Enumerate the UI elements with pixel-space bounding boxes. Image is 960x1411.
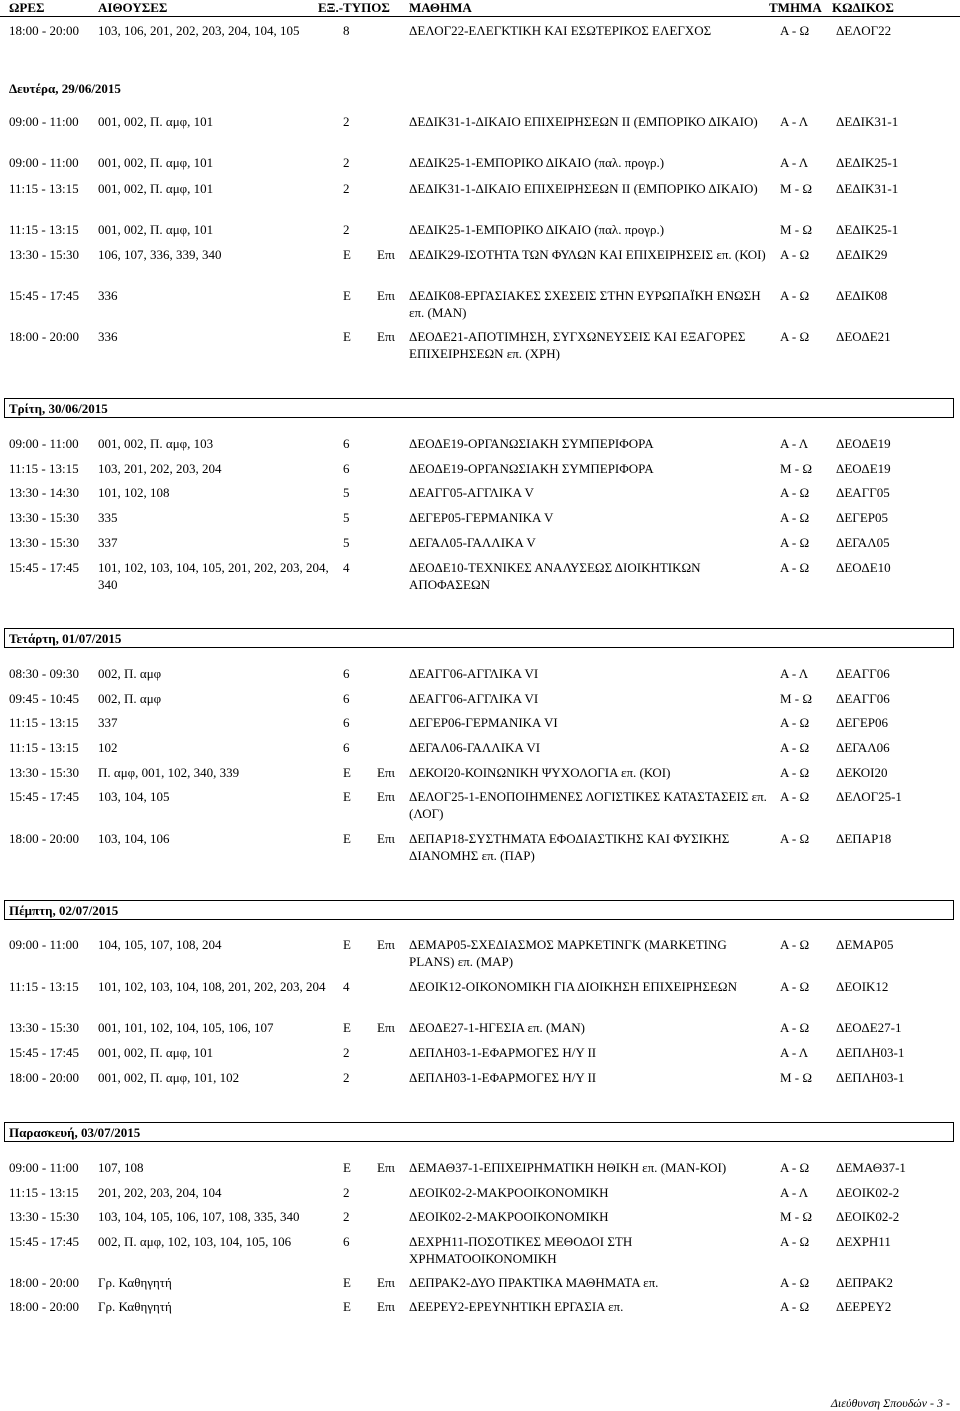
cell-time: 09:00 - 11:00 — [9, 436, 79, 451]
cell-dept: Α - Λ — [780, 436, 809, 451]
cell-course: ΔΕΛΟΓ22-ΕΛΕΓΚΤΙΚΗ ΚΑΙ ΕΣΩΤΕΡΙΚΟΣ ΕΛΕΓΧΟΣ — [409, 23, 712, 38]
cell-code: ΔΕΕΡΕΥ2 — [836, 1299, 892, 1314]
cell-time: 18:00 - 20:00 — [9, 831, 80, 846]
cell-dept: Α - Ω — [780, 1020, 810, 1035]
cell-time: 11:15 - 13:15 — [9, 461, 79, 476]
cell-time: 13:30 - 15:30 — [9, 535, 80, 550]
cell-course: ΔΕΓΑΛ05-ΓΑΛΛΙΚΑ V — [409, 535, 536, 550]
cell-rooms: 002, Π. αμφ — [98, 691, 162, 706]
cell-rooms: Γρ. Καθηγητή — [98, 1275, 172, 1290]
cell-course: ΔΕΟΔΕ19-ΟΡΓΑΝΩΣΙΑΚΗ ΣΥΜΠΕΡΙΦΟΡΑ — [409, 461, 654, 476]
cell-code: ΔΕΓΕΡ06 — [836, 715, 888, 730]
cell-rooms: 104, 105, 107, 108, 204 — [98, 937, 222, 952]
cell-time: 09:00 - 11:00 — [9, 155, 79, 170]
cell-sem: Ε — [343, 1020, 351, 1035]
cell-dept: Α - Ω — [780, 740, 810, 755]
cell-time: 13:30 - 14:30 — [9, 485, 80, 500]
cell-time: 11:15 - 13:15 — [9, 979, 79, 994]
cell-course: ΔΕΔΙΚ31-1-ΔΙΚΑΙΟ ΕΠΙΧΕΙΡΗΣΕΩΝ ΙΙ (ΕΜΠΟΡΙΚΟ ΔΙΚΑΙΟ) — [409, 181, 758, 196]
cell-dept: Μ - Ω — [780, 691, 813, 706]
day-label: Τρίτη, 30/06/2015 — [9, 401, 108, 416]
cell-dept: Α - Ω — [780, 560, 810, 575]
day-header — [4, 1122, 954, 1142]
cell-sem: 6 — [343, 1234, 350, 1249]
day-label: Τετάρτη, 01/07/2015 — [9, 631, 122, 646]
cell-code: ΔΕΠΛΗ03-1 — [836, 1070, 905, 1085]
cell-dept: Μ - Ω — [780, 181, 813, 196]
cell-dept: Α - Ω — [780, 1234, 810, 1249]
cell-dept: Α - Ω — [780, 247, 810, 262]
cell-rooms: Γρ. Καθηγητή — [98, 1299, 172, 1314]
cell-code: ΔΕΟΙΚ02-2 — [836, 1185, 900, 1200]
cell-code: ΔΕΟΙΚ12 — [836, 979, 889, 994]
cell-sem: 6 — [343, 740, 350, 755]
cell-course: ΔΕΠΑΡ18-ΣΥΣΤΗΜΑΤΑ ΕΦΟΔΙΑΣΤΙΚΗΣ ΚΑΙ ΦΥΣΙΚΗΣ ΔΙΑΝΟΜΗΣ επ. (ΠΑΡ) — [409, 831, 730, 863]
cell-sem: 5 — [343, 535, 350, 550]
cell-code: ΔΕΓΑΛ05 — [836, 535, 890, 550]
cell-rooms: 001, 002, Π. αμφ, 101 — [98, 155, 214, 170]
cell-sem: 2 — [343, 222, 350, 237]
cell-time: 18:00 - 20:00 — [9, 23, 80, 38]
cell-dept: Α - Ω — [780, 23, 810, 38]
cell-dept: Α - Ω — [780, 937, 810, 952]
footer: Διεύθυνση Σπουδών - 3 - — [830, 1396, 950, 1410]
cell-dept: Α - Λ — [780, 1045, 809, 1060]
cell-rooms: 336 — [98, 288, 118, 303]
cell-dept: Μ - Ω — [780, 222, 813, 237]
cell-course: ΔΕΔΙΚ31-1-ΔΙΚΑΙΟ ΕΠΙΧΕΙΡΗΣΕΩΝ ΙΙ (ΕΜΠΟΡΙΚΟ ΔΙΚΑΙΟ) — [409, 114, 758, 129]
cell-course: ΔΕΑΓΓ05-ΑΓΓΛΙΚΑ V — [409, 485, 534, 500]
cell-code: ΔΕΟΔΕ19 — [836, 436, 891, 451]
cell-time: 15:45 - 17:45 — [9, 789, 80, 804]
cell-rooms: 107, 108 — [98, 1160, 144, 1175]
cell-sem: 2 — [343, 114, 350, 129]
cell-sem: Ε — [343, 765, 351, 780]
cell-time: 15:45 - 17:45 — [9, 1045, 80, 1060]
cell-rooms: 103, 104, 105 — [98, 789, 170, 804]
cell-code: ΔΕΟΙΚ02-2 — [836, 1209, 900, 1224]
cell-rooms: 101, 102, 103, 104, 108, 201, 202, 203, 204 — [98, 979, 326, 994]
cell-time: 18:00 - 20:00 — [9, 1070, 80, 1085]
day-label: Παρασκευή, 03/07/2015 — [9, 1125, 141, 1140]
cell-code: ΔΕΟΔΕ10 — [836, 560, 891, 575]
cell-dept: Α - Λ — [780, 666, 809, 681]
cell-course: ΔΕΟΔΕ10-ΤΕΧΝΙΚΕΣ ΑΝΑΛΥΣΕΩΣ ΔΙΟΙΚΗΤΙΚΩΝ ΑΠΟΦΑΣΕΩΝ — [409, 560, 701, 592]
header-semester-type: ΕΞ.-ΤΥΠΟΣ — [318, 0, 390, 15]
cell-dept: Α - Ω — [780, 288, 810, 303]
cell-code: ΔΕΑΓΓ06 — [836, 691, 890, 706]
cell-course: ΔΕΔΙΚ08-ΕΡΓΑΣΙΑΚΕΣ ΣΧΕΣΕΙΣ ΣΤΗΝ ΕΥΡΩΠΑΪΚΗ ΕΝΩΣΗ επ. (ΜΑΝ) — [409, 288, 761, 320]
cell-rooms: 103, 106, 201, 202, 203, 204, 104, 105 — [98, 23, 300, 38]
cell-rooms: 103, 104, 106 — [98, 831, 170, 846]
cell-sem: 6 — [343, 666, 350, 681]
cell-course: ΔΕΟΙΚ02-2-ΜΑΚΡΟΟΙΚΟΝΟΜΙΚΗ — [409, 1209, 609, 1224]
cell-time: 13:30 - 15:30 — [9, 765, 80, 780]
cell-dept: Α - Λ — [780, 114, 809, 129]
cell-code: ΔΕΜΑΘ37-1 — [836, 1160, 906, 1175]
cell-course: ΔΕΑΓΓ06-ΑΓΓΛΙΚΑ VI — [409, 666, 539, 681]
cell-sem: 4 — [343, 979, 350, 994]
cell-epi: Επι — [377, 831, 396, 846]
cell-dept: Μ - Ω — [780, 461, 813, 476]
cell-rooms: 001, 002, Π. αμφ, 101, 102 — [98, 1070, 240, 1085]
cell-time: 11:15 - 13:15 — [9, 1185, 79, 1200]
cell-course: ΔΕΓΕΡ06-ΓΕΡΜΑΝΙΚΑ VI — [409, 715, 558, 730]
cell-dept: Α - Λ — [780, 1185, 809, 1200]
cell-rooms: 002, Π. αμφ, 102, 103, 104, 105, 106 — [98, 1234, 292, 1249]
cell-epi: Επι — [377, 1275, 396, 1290]
cell-course: ΔΕΠΡΑΚ2-ΔΥΟ ΠΡΑΚΤΙΚΑ ΜΑΘΗΜΑΤΑ επ. — [409, 1275, 659, 1290]
cell-code: ΔΕΟΔΕ21 — [836, 329, 891, 344]
header-rooms: ΑΙΘΟΥΣΕΣ — [98, 0, 168, 15]
cell-time: 11:15 - 13:15 — [9, 740, 79, 755]
cell-course: ΔΕΜΑΡ05-ΣΧΕΔΙΑΣΜΟΣ ΜΑΡΚΕΤΙΝΓΚ (MARKETING PLANS) επ. (ΜΑΡ) — [409, 937, 727, 969]
cell-time: 11:15 - 13:15 — [9, 222, 79, 237]
cell-sem: 2 — [343, 181, 350, 196]
cell-rooms: 103, 104, 105, 106, 107, 108, 335, 340 — [98, 1209, 300, 1224]
cell-course: ΔΕΟΔΕ21-ΑΠΟΤΙΜΗΣΗ, ΣΥΓΧΩΝΕΥΣΕΙΣ ΚΑΙ ΕΞΑΓΟΡΕΣ ΕΠΙΧΕΙΡΗΣΕΩΝ επ. (ΧΡΗ) — [409, 329, 746, 361]
cell-code: ΔΕΟΔΕ27-1 — [836, 1020, 902, 1035]
cell-course: ΔΕΓΑΛ06-ΓΑΛΛΙΚΑ VI — [409, 740, 541, 755]
cell-rooms: 001, 101, 102, 104, 105, 106, 107 — [98, 1020, 274, 1035]
cell-rooms: 001, 002, Π. αμφ, 101 — [98, 222, 214, 237]
cell-dept: Μ - Ω — [780, 1070, 813, 1085]
cell-dept: Α - Ω — [780, 535, 810, 550]
cell-code: ΔΕΛΟΓ25-1 — [836, 789, 902, 804]
cell-sem: 6 — [343, 691, 350, 706]
cell-course: ΔΕΓΕΡ05-ΓΕΡΜΑΝΙΚΑ V — [409, 510, 554, 525]
header-dept: ΤΜΗΜΑ — [769, 0, 822, 15]
cell-time: 18:00 - 20:00 — [9, 1275, 80, 1290]
cell-code: ΔΕΔΙΚ25-1 — [836, 222, 899, 237]
header-time: ΩΡΕΣ — [9, 0, 45, 15]
cell-rooms: 337 — [98, 715, 118, 730]
cell-epi: Επι — [377, 765, 396, 780]
day-header — [4, 900, 954, 920]
cell-rooms: 102 — [98, 740, 118, 755]
cell-epi: Επι — [377, 288, 396, 303]
cell-rooms: 001, 002, Π. αμφ, 101 — [98, 114, 214, 129]
cell-code: ΔΕΚΟΙ20 — [836, 765, 888, 780]
cell-dept: Α - Ω — [780, 485, 810, 500]
day-header — [4, 628, 954, 648]
cell-time: 13:30 - 15:30 — [9, 510, 80, 525]
cell-sem: 2 — [343, 1209, 350, 1224]
cell-time: 18:00 - 20:00 — [9, 1299, 80, 1314]
cell-rooms: 001, 002, Π. αμφ, 103 — [98, 436, 214, 451]
cell-time: 18:00 - 20:00 — [9, 329, 80, 344]
cell-sem: Ε — [343, 329, 351, 344]
cell-time: 15:45 - 17:45 — [9, 1234, 80, 1249]
cell-code: ΔΕΔΙΚ08 — [836, 288, 888, 303]
cell-time: 11:15 - 13:15 — [9, 181, 79, 196]
cell-code: ΔΕΟΔΕ19 — [836, 461, 891, 476]
cell-code: ΔΕΜΑΡ05 — [836, 937, 894, 952]
cell-sem: 8 — [343, 23, 350, 38]
cell-dept: Α - Ω — [780, 510, 810, 525]
cell-course: ΔΕΔΙΚ25-1-ΕΜΠΟΡΙΚΟ ΔΙΚΑΙΟ (παλ. προγρ.) — [409, 155, 665, 170]
cell-dept: Α - Ω — [780, 1275, 810, 1290]
cell-dept: Α - Ω — [780, 831, 810, 846]
cell-epi: Επι — [377, 1160, 396, 1175]
cell-course: ΔΕΑΓΓ06-ΑΓΓΛΙΚΑ VI — [409, 691, 539, 706]
cell-dept: Α - Ω — [780, 789, 810, 804]
cell-sem: Ε — [343, 1275, 351, 1290]
cell-rooms: 103, 201, 202, 203, 204 — [98, 461, 222, 476]
cell-dept: Α - Ω — [780, 979, 810, 994]
cell-course: ΔΕΟΔΕ19-ΟΡΓΑΝΩΣΙΑΚΗ ΣΥΜΠΕΡΙΦΟΡΑ — [409, 436, 654, 451]
cell-epi: Επι — [377, 329, 396, 344]
cell-code: ΔΕΔΙΚ25-1 — [836, 155, 899, 170]
cell-course: ΔΕΠΛΗ03-1-ΕΦΑΡΜΟΓΕΣ Η/Υ ΙΙ — [409, 1045, 597, 1060]
cell-course: ΔΕΧΡΗ11-ΠΟΣΟΤΙΚΕΣ ΜΕΘΟΔΟΙ ΣΤΗ ΧΡΗΜΑΤΟΟΙΚΟΝΟΜΙΚΗ — [409, 1234, 633, 1266]
cell-epi: Επι — [377, 937, 396, 952]
cell-course: ΔΕΟΙΚ12-ΟΙΚΟΝΟΜΙΚΗ ΓΙΑ ΔΙΟΙΚΗΣΗ ΕΠΙΧΕΙΡΗΣΕΩΝ — [409, 979, 737, 994]
cell-time: 08:30 - 09:30 — [9, 666, 80, 681]
cell-code: ΔΕΑΓΓ05 — [836, 485, 890, 500]
cell-course: ΔΕΟΔΕ27-1-ΗΓΕΣΙΑ επ. (ΜΑΝ) — [409, 1020, 586, 1035]
cell-code: ΔΕΔΙΚ31-1 — [836, 181, 899, 196]
cell-dept: Α - Ω — [780, 329, 810, 344]
cell-sem: 2 — [343, 1185, 350, 1200]
cell-code: ΔΕΓΑΛ06 — [836, 740, 890, 755]
cell-sem: Ε — [343, 831, 351, 846]
cell-code: ΔΕΔΙΚ29 — [836, 247, 888, 262]
cell-sem: Ε — [343, 937, 351, 952]
cell-epi: Επι — [377, 789, 396, 804]
cell-course: ΔΕΟΙΚ02-2-ΜΑΚΡΟΟΙΚΟΝΟΜΙΚΗ — [409, 1185, 609, 1200]
cell-sem: 6 — [343, 715, 350, 730]
cell-epi: Επι — [377, 247, 396, 262]
cell-time: 09:00 - 11:00 — [9, 114, 79, 129]
cell-code: ΔΕΧΡΗ11 — [836, 1234, 891, 1249]
cell-course: ΔΕΚΟΙ20-ΚΟΙΝΩΝΙΚΗ ΨΥΧΟΛΟΓΙΑ επ. (ΚΟΙ) — [409, 765, 671, 780]
cell-course: ΔΕΕΡΕΥ2-ΕΡΕΥΝΗΤΙΚΗ ΕΡΓΑΣΙΑ επ. — [409, 1299, 624, 1314]
cell-dept: Α - Ω — [780, 765, 810, 780]
cell-time: 13:30 - 15:30 — [9, 1020, 80, 1035]
cell-code: ΔΕΛΟΓ22 — [836, 23, 892, 38]
day-label: Δευτέρα, 29/06/2015 — [9, 81, 121, 96]
day-label: Πέμπτη, 02/07/2015 — [9, 903, 119, 918]
day-header — [4, 398, 954, 418]
cell-sem: Ε — [343, 1160, 351, 1175]
cell-dept: Μ - Ω — [780, 1209, 813, 1224]
cell-time: 09:00 - 11:00 — [9, 937, 79, 952]
cell-sem: Ε — [343, 789, 351, 804]
cell-sem: 5 — [343, 510, 350, 525]
cell-sem: 2 — [343, 1070, 350, 1085]
cell-epi: Επι — [377, 1020, 396, 1035]
cell-time: 09:45 - 10:45 — [9, 691, 80, 706]
cell-sem: Ε — [343, 288, 351, 303]
cell-time: 15:45 - 17:45 — [9, 288, 80, 303]
cell-dept: Α - Λ — [780, 155, 809, 170]
cell-rooms: 335 — [98, 510, 118, 525]
cell-time: 09:00 - 11:00 — [9, 1160, 79, 1175]
cell-sem: 2 — [343, 155, 350, 170]
cell-code: ΔΕΔΙΚ31-1 — [836, 114, 899, 129]
header-course: ΜΑΘΗΜΑ — [409, 0, 472, 15]
cell-dept: Α - Ω — [780, 1299, 810, 1314]
cell-time: 13:30 - 15:30 — [9, 1209, 80, 1224]
cell-sem: Ε — [343, 1299, 351, 1314]
cell-code: ΔΕΠΡΑΚ2 — [836, 1275, 894, 1290]
cell-rooms: 001, 002, Π. αμφ, 101 — [98, 1045, 214, 1060]
cell-sem: 5 — [343, 485, 350, 500]
cell-rooms: 001, 002, Π. αμφ, 101 — [98, 181, 214, 196]
cell-rooms: 101, 102, 103, 104, 105, 201, 202, 203, 204, 340 — [98, 560, 329, 592]
cell-sem: Ε — [343, 247, 351, 262]
cell-course: ΔΕΔΙΚ25-1-ΕΜΠΟΡΙΚΟ ΔΙΚΑΙΟ (παλ. προγρ.) — [409, 222, 665, 237]
header-code: ΚΩΔΙΚΟΣ — [832, 0, 894, 15]
cell-course: ΔΕΛΟΓ25-1-ΕΝΟΠΟΙΗΜΕΝΕΣ ΛΟΓΙΣΤΙΚΕΣ ΚΑΤΑΣΤΑΣΕΙΣ επ. (ΛΟΓ) — [409, 789, 767, 821]
cell-epi: Επι — [377, 1299, 396, 1314]
day-header — [0, 78, 960, 98]
cell-time: 13:30 - 15:30 — [9, 247, 80, 262]
cell-course: ΔΕΔΙΚ29-ΙΣΟΤΗΤΑ ΤΩΝ ΦΥΛΩΝ ΚΑΙ ΕΠΙΧΕΙΡΗΣΕΙΣ επ. (ΚΟΙ) — [409, 247, 766, 262]
cell-course: ΔΕΜΑΘ37-1-ΕΠΙΧΕΙΡΗΜΑΤΙΚΗ ΗΘΙΚΗ επ. (ΜΑΝ-ΚΟΙ) — [409, 1160, 727, 1175]
cell-code: ΔΕΑΓΓ06 — [836, 666, 890, 681]
cell-rooms: 101, 102, 108 — [98, 485, 170, 500]
cell-sem: 4 — [343, 560, 350, 575]
cell-code: ΔΕΠΛΗ03-1 — [836, 1045, 905, 1060]
cell-dept: Α - Ω — [780, 715, 810, 730]
cell-rooms: 201, 202, 203, 204, 104 — [98, 1185, 222, 1200]
table-header — [0, 0, 960, 17]
cell-rooms: Π. αμφ, 001, 102, 340, 339 — [98, 765, 240, 780]
cell-time: 15:45 - 17:45 — [9, 560, 80, 575]
cell-dept: Α - Ω — [780, 1160, 810, 1175]
cell-rooms: 336 — [98, 329, 118, 344]
cell-sem: 6 — [343, 461, 350, 476]
cell-course: ΔΕΠΛΗ03-1-ΕΦΑΡΜΟΓΕΣ Η/Υ ΙΙ — [409, 1070, 597, 1085]
cell-sem: 2 — [343, 1045, 350, 1060]
cell-code: ΔΕΠΑΡ18 — [836, 831, 892, 846]
cell-rooms: 106, 107, 336, 339, 340 — [98, 247, 222, 262]
cell-sem: 6 — [343, 436, 350, 451]
cell-rooms: 002, Π. αμφ — [98, 666, 162, 681]
cell-rooms: 337 — [98, 535, 118, 550]
cell-code: ΔΕΓΕΡ05 — [836, 510, 888, 525]
cell-time: 11:15 - 13:15 — [9, 715, 79, 730]
